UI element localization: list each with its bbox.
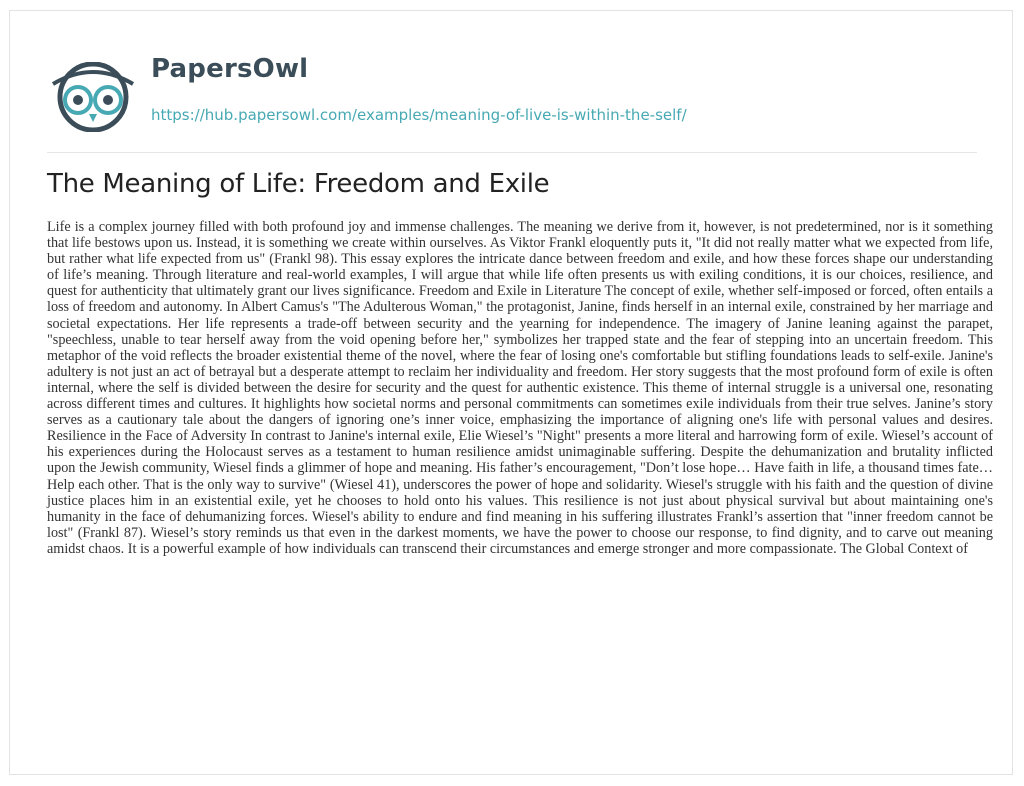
article-title: The Meaning of Life: Freedom and Exile [47,169,550,199]
owl-logo-icon[interactable] [47,62,139,132]
source-url-link[interactable]: https://hub.papersowl.com/examples/meaning-of-live-is-within-the-self/ [151,106,687,124]
header-divider [47,152,977,153]
brand-name[interactable]: PapersOwl [151,54,309,84]
site-header [47,54,977,138]
article-body: Life is a complex journey filled with both profound joy and immense challenges. The meaning we derive from it, however, is not predetermined, nor is it something that life bestows upon us. Instead, it is something we create within ourselves. As Viktor Frankl eloquently puts it, "It did not really matter what we expected from life, but rather what life expected from us" (Frankl 98). This essay explores the intricate dance between freedom and exile, and how these forces shape our understanding of life’s meaning. Through literature and real-world examples, I will argue that while life often presents us with exiling conditions, it is our choices, resilience, and quest for authenticity that ultimately grant our lives significance. Freedom and Exile in Literature The concept of exile, whether self-imposed or forced, often entails a loss of freedom and autonomy. In Albert Camus's "The Adulterous Woman," the protagonist, Janine, finds herself in an internal exile, constrained by her marriage and societal expectations. Her life represents a trade-off between security and the yearning for independence. The imagery of Janine leaning against the parapet, "speechless, unable to tear herself away from the void opening before her," symbolizes her trapped state and the fear of stepping into an uncertain freedom. This metaphor of the void reflects the broader existential theme of the novel, where the fear of losing one's comfortable but stifling foundations leads to self-exile. Janine's adultery is not just an act of betrayal but a desperate attempt to reclaim her individuality and freedom. Her story suggests that the most profound form of exile is often internal, where the self is divided between the desire for security and the quest for authentic existence. This theme of internal struggle is a universal one, resonating across different times and cultures. It highlights how societal norms and personal commitments can sometimes exile individuals from their true selves. Janine’s story serves as a cautionary tale about the dangers of ignoring one’s inner voice, emphasizing the importance of aligning one's life with personal values and desires. Resilience in the Face of Adversity In contrast to Janine's internal exile, Elie Wiesel’s "Night" presents a more literal and harrowing form of exile. Wiesel’s account of his experiences during the Holocaust serves as a testament to human resilience amidst unimaginable suffering. Despite the dehumanization and brutality inflicted upon the Jewish community, Wiesel finds a glimmer of hope and meaning. His father’s encouragement, "Don’t lose hope… Have faith in life, a thousand times fate… Help each other. That is the only way to survive" (Wiesel 41), underscores the power of hope and solidarity. Wiesel's struggle with his faith and the question of divine justice places him in an existential exile, yet he chooses to hold onto his values. This resilience is not just about physical survival but about maintaining one's humanity in the face of dehumanizing forces. Wiesel's ability to endure and find meaning in his suffering illustrates Frankl’s assertion that "inner freedom cannot be lost" (Frankl 87). Wiesel’s story reminds us that even in the darkest moments, we have the power to choose our response, to find dignity, and to carve out meaning amidst chaos. It is a powerful example of how individuals can transcend their circumstances and emerge stronger and more compassionate. The Global Context of [47,219,993,557]
